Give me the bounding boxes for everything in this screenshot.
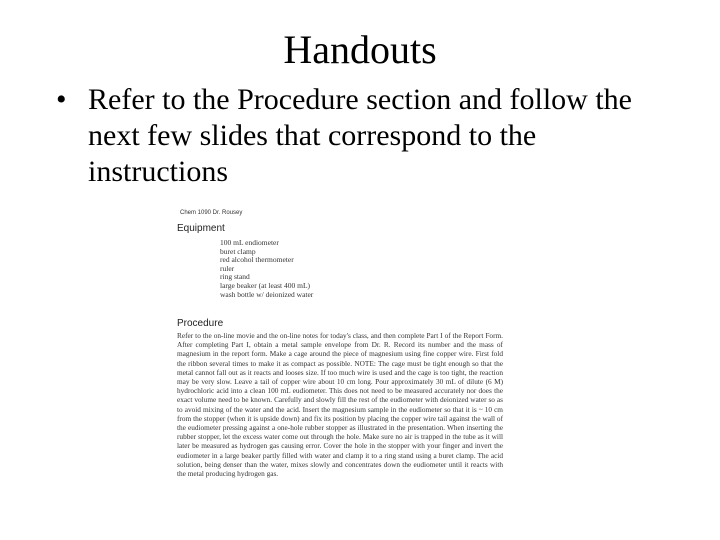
bullet-text: Refer to the Procedure section and follow the next few slides that correspond to the instructions bbox=[88, 83, 632, 188]
handout-header: Chem 1090 Dr. Rousey bbox=[180, 210, 243, 216]
equipment-heading: Equipment bbox=[177, 223, 225, 234]
procedure-text: Refer to the on-line movie and the on-line notes for today's class, and then complete Part I of the Report Form. After completing Part I, obtain a metal sample envelope from Dr. R. Record its number and the mass of magnesium in the report form. Make a cage around the piece of magnesium using fine copper wire. First fold the ribbon several times to make it as compact as possible. NOTE: The cage must be tight enough so that the metal cannot fall out as it reacts and looses size. If too much wire is used and the cage is too tight, the reaction may be very slow. Leave a tail of copper wire about 10 cm long. Pour approximately 30 mL of dilute (6 M) hydrochloric acid into a clean 100 mL eudiometer. This does not need to be measured accurately nor does the exact volume need to be known. Carefully and slowly fill the rest of the eudiometer with deionized water so as to avoid mixing of the water and the acid. Insert the magnesium sample in the eudiometer so that it is ~ 10 cm from the stopper (when it is upside down) and fix its position by placing the copper wire tail against the wall of the eudiometer pressing against a one-hole rubber stopper as illustrated in the presentation. When inserting the rubber stopper, let the excess water come out through the hole. Make sure no air is trapped in the tube as it will later be measured as hydrogen gas causing error. Cover the hole in the stopper with your finger and invert the eudiometer in a large beaker partly filled with water and clamp it to a ring stand using a buret clamp. The acid solution, being denser than the water, mixes slowly and concentrates down the eudiometer until it reacts with the metal producing hydrogen gas. bbox=[177, 331, 503, 479]
procedure-heading: Procedure bbox=[177, 318, 224, 329]
equipment-item: ring stand bbox=[220, 272, 250, 282]
slide-title: Handouts bbox=[283, 27, 437, 72]
bullet-dot: • bbox=[56, 83, 67, 116]
equipment-item: ruler bbox=[220, 263, 235, 273]
equipment-item: red alcohol thermometer bbox=[220, 255, 294, 265]
equipment-item: 100 mL endiometer bbox=[220, 238, 279, 247]
equipment-item: wash bottle w/ deionized water bbox=[220, 289, 314, 299]
bullet-item bbox=[56, 82, 666, 190]
handout-image bbox=[170, 206, 510, 540]
equipment-item: buret clamp bbox=[220, 246, 256, 256]
equipment-item: large beaker (at least 400 mL) bbox=[220, 280, 311, 290]
equipment-list bbox=[220, 239, 313, 299]
